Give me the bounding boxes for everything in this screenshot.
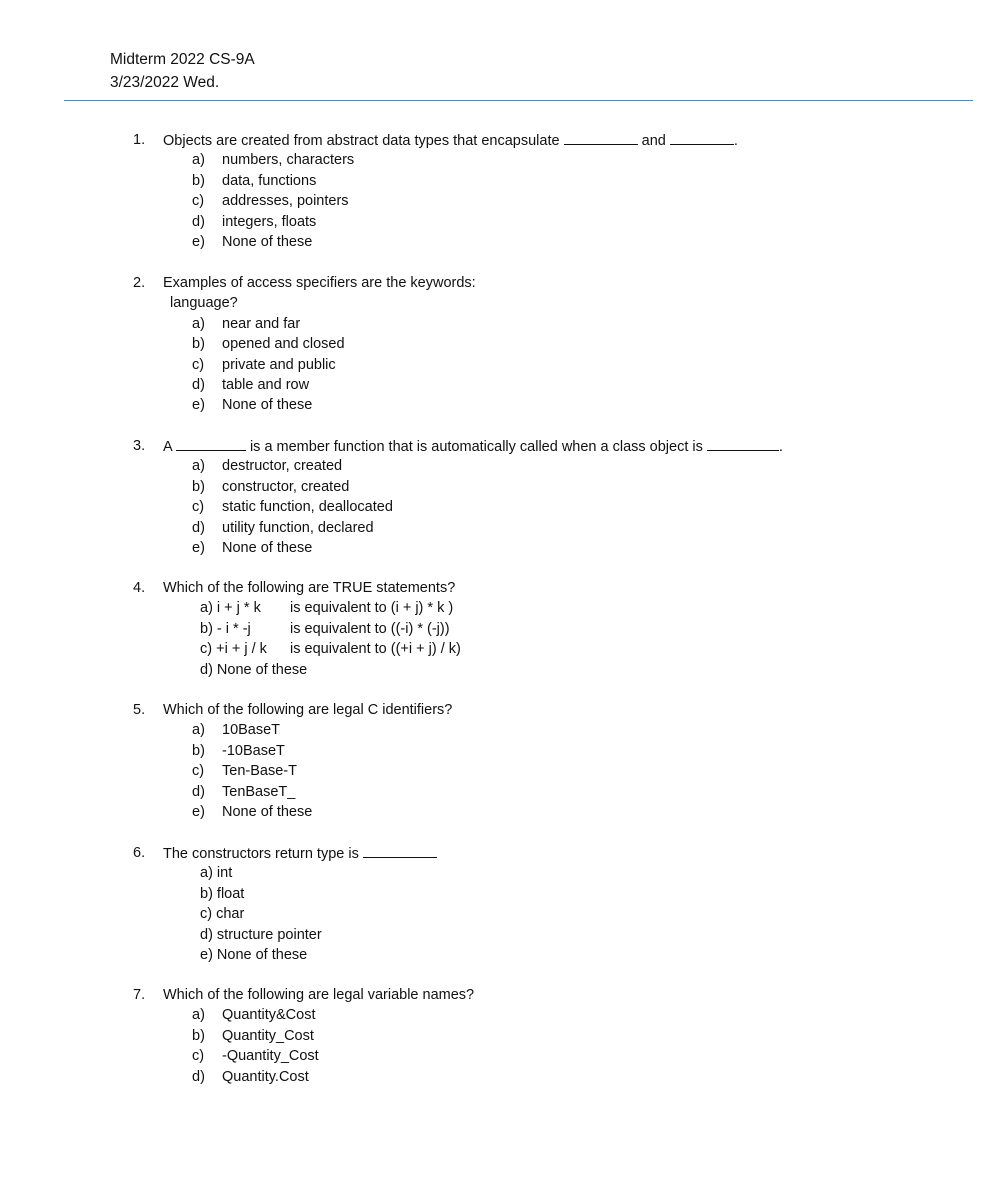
question-3 bbox=[133, 436, 893, 558]
question-text: Which of the following are legal variable names? bbox=[163, 987, 475, 1003]
question-text: Objects are created from abstract data types that encapsulate and . bbox=[163, 130, 738, 151]
option: c) addresses, pointers bbox=[192, 193, 349, 210]
answer-blank bbox=[564, 130, 638, 145]
option: b) Quantity_Cost bbox=[192, 1027, 314, 1044]
option: a) int bbox=[200, 865, 233, 882]
answer-blank bbox=[670, 130, 734, 145]
answer-blank bbox=[363, 843, 437, 858]
option: b) constructor, created bbox=[192, 478, 350, 495]
exam-header bbox=[110, 48, 255, 94]
option: b) opened and closed bbox=[192, 336, 345, 353]
option: e) None of these bbox=[192, 233, 313, 250]
option: c) static function, deallocated bbox=[192, 499, 393, 516]
question-text: Examples of access specifiers are the keywords: bbox=[163, 275, 476, 291]
option: e) None of these bbox=[192, 397, 313, 414]
option: a) numbers, characters bbox=[192, 152, 355, 169]
option: b) - i * -j is equivalent to ((-i) * (-j)) bbox=[200, 620, 450, 637]
option: c) char bbox=[200, 906, 245, 923]
answer-blank bbox=[707, 436, 779, 451]
option: d) integers, floats bbox=[192, 213, 317, 230]
question-number: 6. bbox=[133, 845, 146, 861]
question-6 bbox=[133, 843, 893, 965]
option: d) structure pointer bbox=[200, 926, 322, 943]
option: d) Quantity.Cost bbox=[192, 1068, 309, 1085]
option: a) 10BaseT bbox=[192, 722, 281, 739]
question-continuation: language? bbox=[170, 295, 238, 312]
question-2 bbox=[133, 273, 893, 416]
exam-title: Midterm 2022 CS-9A bbox=[110, 51, 255, 68]
option: c) -Quantity_Cost bbox=[192, 1048, 319, 1065]
question-text: Which of the following are TRUE statements? bbox=[163, 580, 456, 596]
question-5 bbox=[133, 700, 893, 822]
option: c) private and public bbox=[192, 356, 336, 373]
option: c) +i + j / k is equivalent to ((+i + j) / k) bbox=[200, 641, 461, 658]
question-number: 3. bbox=[133, 438, 146, 454]
option: d) TenBaseT_ bbox=[192, 783, 296, 800]
question-number: 7. bbox=[133, 987, 146, 1003]
option: a) Quantity&Cost bbox=[192, 1007, 316, 1024]
option: a) near and far bbox=[192, 315, 301, 332]
option: a) i + j * k is equivalent to (i + j) * k ) bbox=[200, 600, 454, 617]
option: e) None of these bbox=[200, 946, 308, 963]
option: a) destructor, created bbox=[192, 458, 343, 475]
option: d) table and row bbox=[192, 376, 310, 393]
question-7 bbox=[133, 985, 893, 1087]
exam-date: 3/23/2022 Wed. bbox=[110, 74, 220, 91]
option: b) float bbox=[200, 885, 245, 902]
question-4 bbox=[133, 578, 893, 680]
question-1 bbox=[133, 130, 893, 252]
answer-blank bbox=[176, 436, 246, 451]
option: e) None of these bbox=[192, 539, 313, 556]
option: d) None of these bbox=[200, 661, 308, 678]
question-number: 1. bbox=[133, 132, 146, 148]
option: b) -10BaseT bbox=[192, 742, 285, 759]
question-number: 2. bbox=[133, 275, 146, 291]
header-divider bbox=[64, 100, 973, 101]
question-number: 5. bbox=[133, 702, 146, 718]
question-text: Which of the following are legal C identifiers? bbox=[163, 702, 453, 718]
option: d) utility function, declared bbox=[192, 519, 374, 536]
question-text: A is a member function that is automatically called when a class object is . bbox=[163, 436, 783, 457]
option: e) None of these bbox=[192, 803, 313, 820]
question-text: The constructors return type is bbox=[163, 843, 437, 864]
option: c) Ten-Base-T bbox=[192, 763, 297, 780]
option: b) data, functions bbox=[192, 172, 317, 189]
question-number: 4. bbox=[133, 580, 146, 596]
